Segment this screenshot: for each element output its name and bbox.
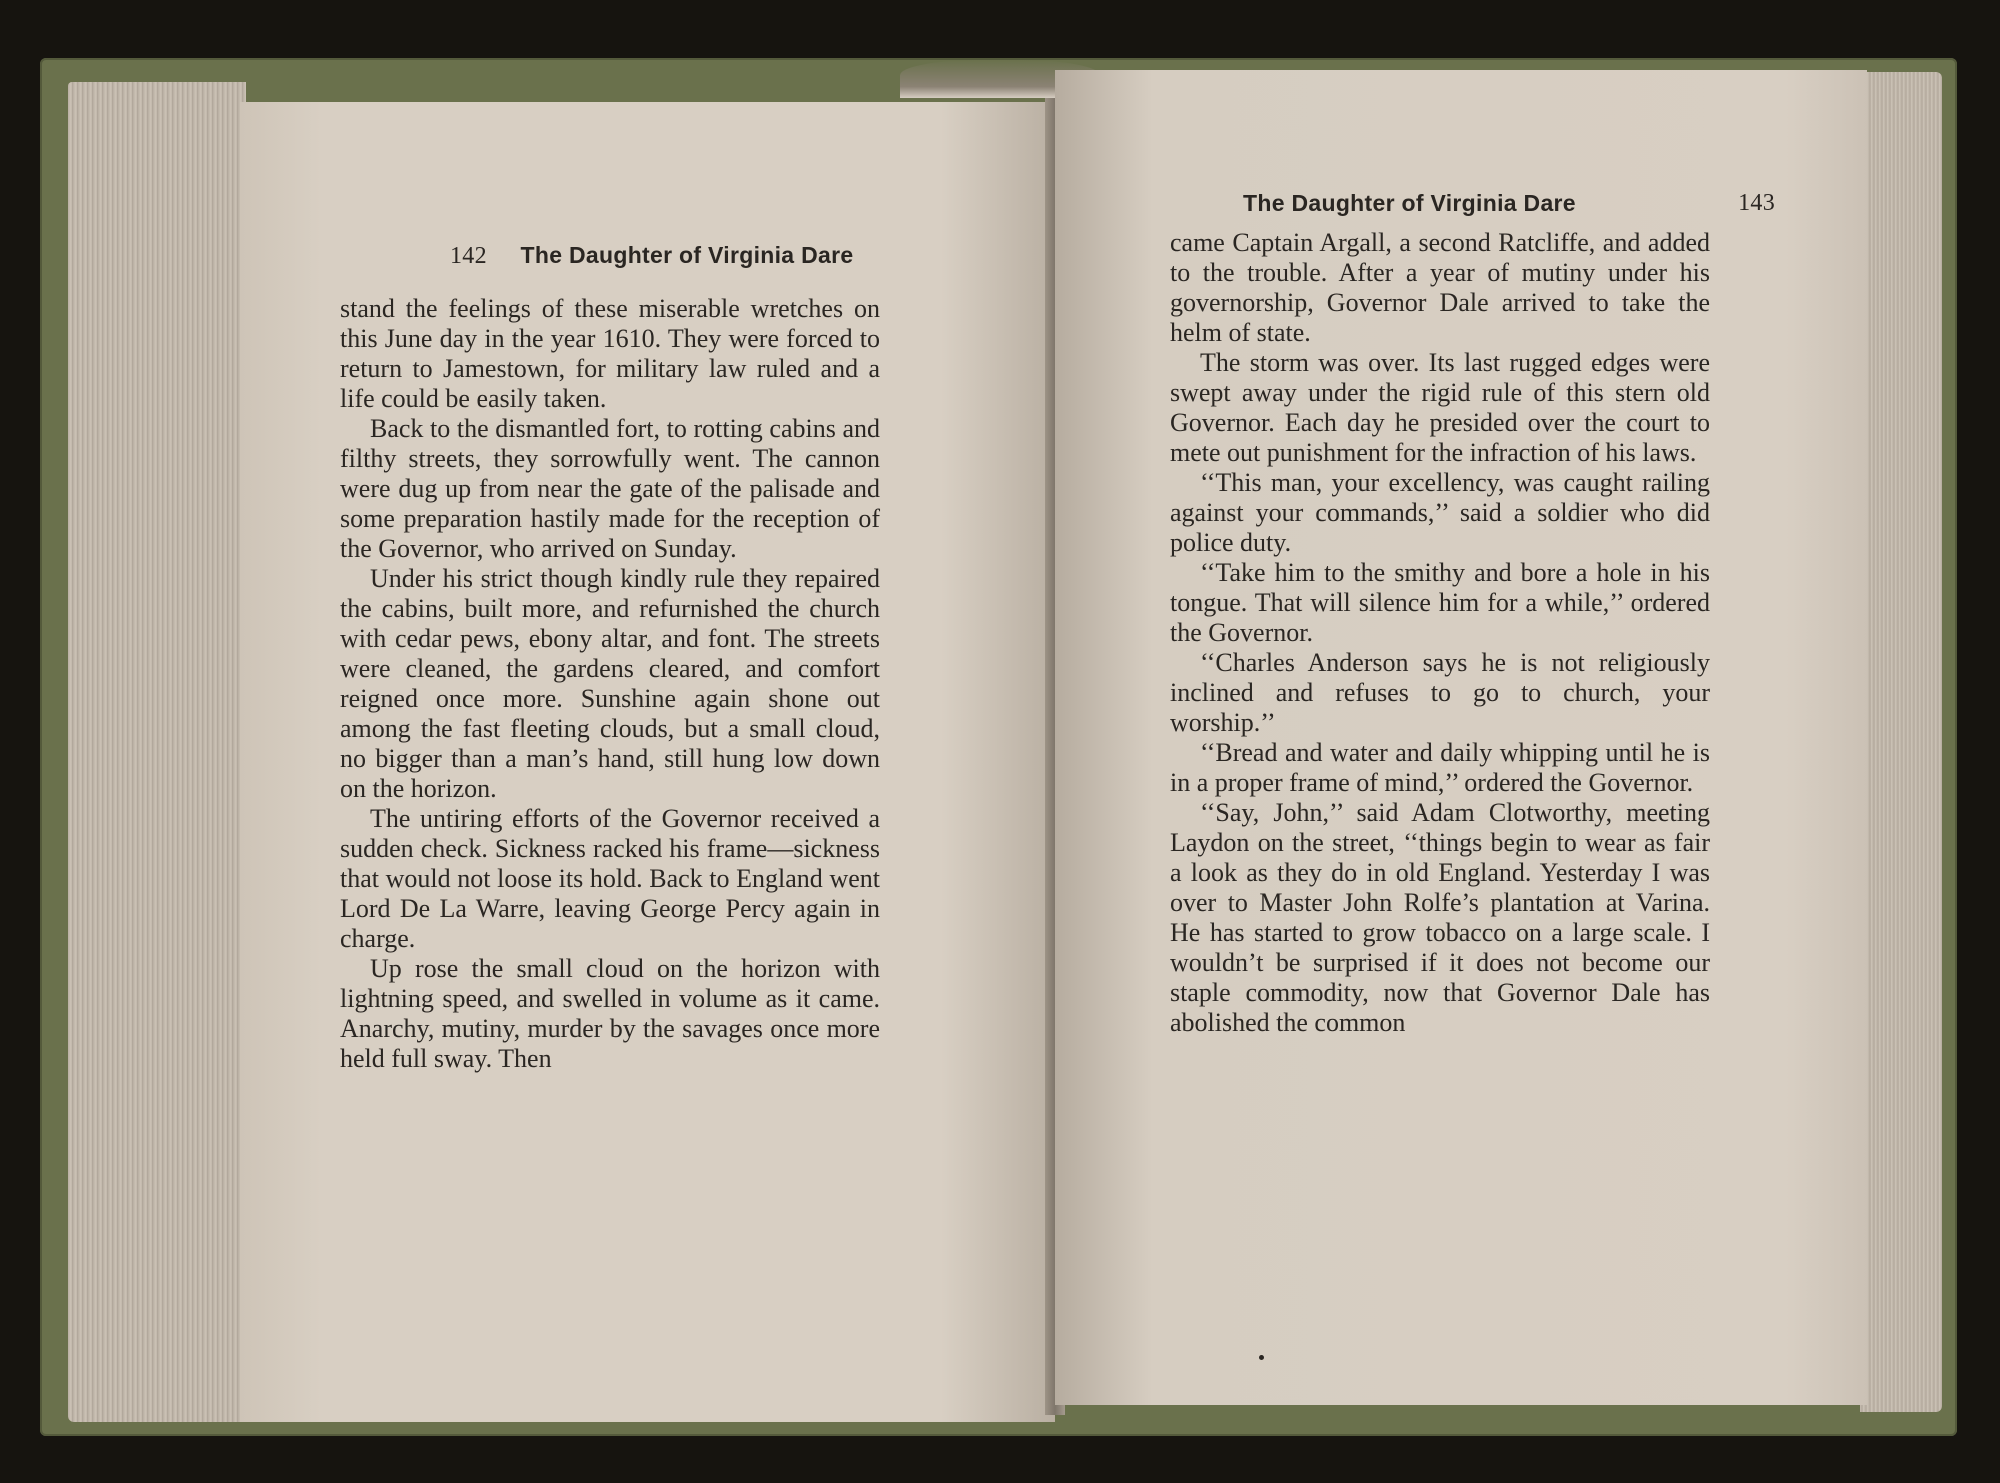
printer-mark — [1259, 1355, 1264, 1360]
left-page-number: 142 — [450, 243, 487, 269]
right-page-text — [1170, 228, 1710, 1038]
paragraph: ‘‘Bread and water and daily whipping until he is in a proper frame of mind,’’ ordered the Governor. — [1170, 738, 1710, 797]
left-running-title: The Daughter of Virginia Dare — [520, 242, 854, 268]
paragraph: Under his strict though kindly rule they repaired the cabins, built more, and refurnished the church with cedar pews, ebony altar, and font. The streets were cleaned, the gardens cleared, and comfort reigned once more. Sunshine again shone out among the fast fleeting clouds, but a small cloud, no bigger than a man’s hand, still hung low down on the horizon. — [340, 564, 880, 803]
left-page — [240, 102, 1055, 1422]
paragraph: Up rose the small cloud on the horizon with lightning speed, and swelled in volume as it came. Anarchy, mutiny, murder by the savages once more held full sway. Then — [340, 954, 880, 1073]
right-page-header — [1243, 190, 1775, 217]
paragraph: The storm was over. Its last rugged edges were swept away under the rigid rule of this stern old Governor. Each day he presided over the court to mete out punishment for the infraction of his laws. — [1170, 348, 1710, 467]
paragraph: ‘‘Say, John,’’ said Adam Clotworthy, meeting Laydon on the street, ‘‘things begin to wear as fair a look as they do in old England. Yesterday I was over to Master John Rolfe’s plantation at Varina. He has started to grow tobacco on a large scale. I wouldn’t be surprised if it does not become our staple commodity, now that Governor Dale has abolished the common — [1170, 798, 1710, 1037]
paragraph: ‘‘Take him to the smithy and bore a hole in his tongue. That will silence him for a while,’’ ordered the Governor. — [1170, 558, 1710, 647]
paragraph: ‘‘This man, your excellency, was caught railing against your commands,’’ said a soldier who did police duty. — [1170, 468, 1710, 557]
paragraph: came Captain Argall, a second Ratcliffe, and added to the trouble. After a year of mutiny under his governorship, Governor Dale arrived to take the helm of state. — [1170, 228, 1710, 347]
paragraph: stand the feelings of these miserable wretches on this June day in the year 1610. They were forced to return to Jamestown, for military law ruled and a life could be easily taken. — [340, 294, 880, 413]
page-edges-right — [1860, 72, 1942, 1412]
right-page — [1055, 70, 1867, 1405]
paragraph: Back to the dismantled fort, to rotting cabins and filthy streets, they sorrowfully went. The cannon were dug up from near the gate of the palisade and some preparation hastily made for the reception of the Governor, who arrived on Sunday. — [340, 414, 880, 563]
right-running-title: The Daughter of Virginia Dare — [1243, 190, 1576, 216]
page-edges-left — [68, 82, 246, 1422]
right-page-number: 143 — [1738, 190, 1775, 216]
paragraph: The untiring efforts of the Governor received a sudden check. Sickness racked his frame—sickness that would not loose its hold. Back to England went Lord De La Warre, leaving George Percy again in charge. — [340, 804, 880, 953]
paragraph: ‘‘Charles Anderson says he is not religiously inclined and refuses to go to church, your worship.’’ — [1170, 648, 1710, 737]
left-page-text — [340, 294, 880, 1074]
left-page-header — [450, 242, 970, 270]
